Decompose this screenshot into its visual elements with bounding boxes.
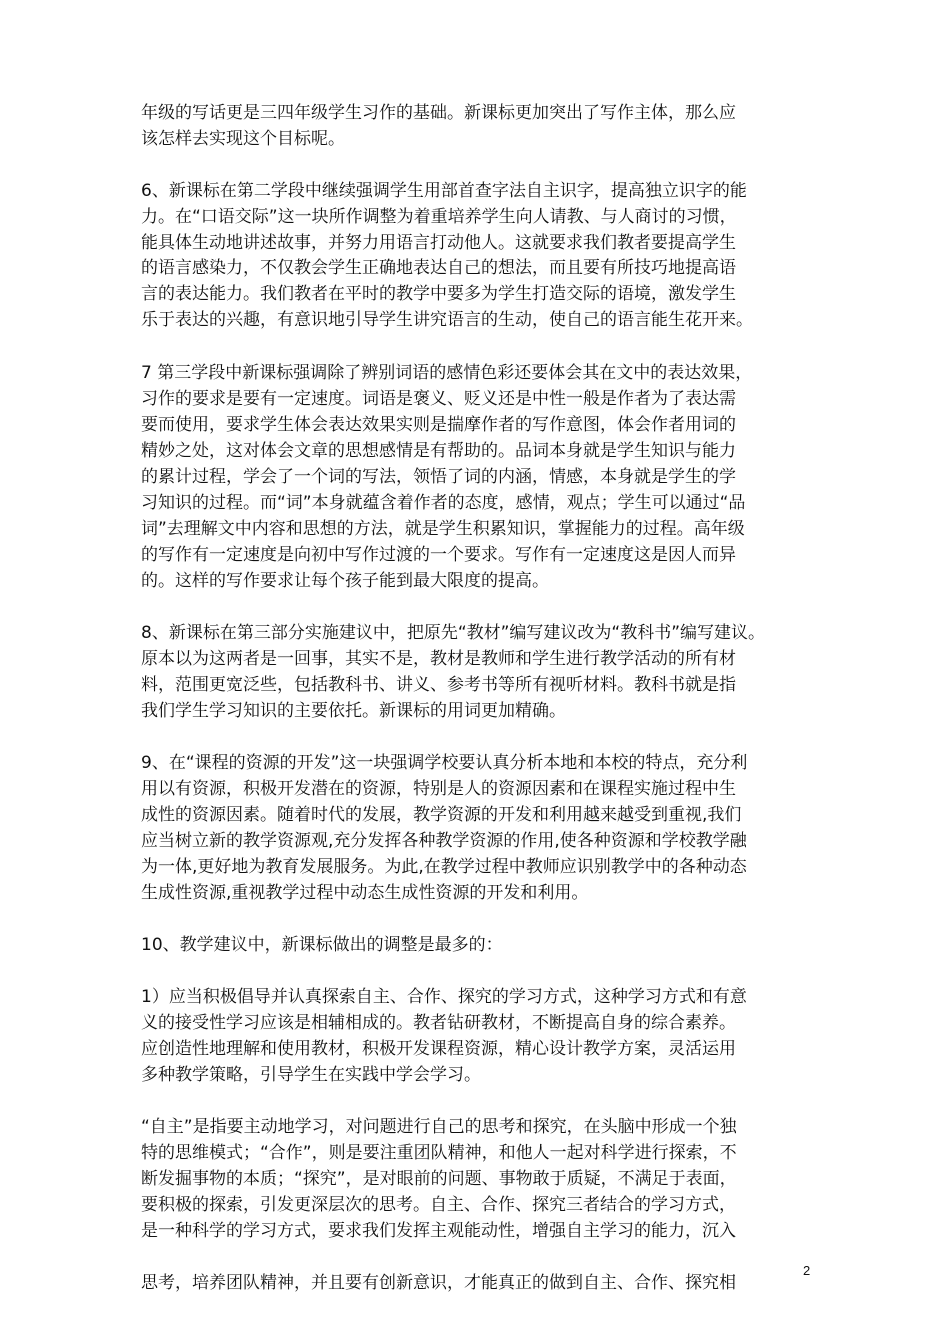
text-line: 6、新课标在第二学段中继续强调学生用部首查字法自主识字，提高独立识字的能 xyxy=(141,181,747,201)
text-line: 的写作有一定速度是向初中写作过渡的一个要求。写作有一定速度这是因人而异 xyxy=(141,545,736,565)
text-line: 多种教学策略，引导学生在实践中学会学习。 xyxy=(141,1065,481,1085)
text-line: “自主”是指要主动地学习，对问题进行自己的思考和探究，在头脑中形成一个独 xyxy=(141,1117,737,1137)
text-line: 特的思维模式；“合作”，则是要注重团队精神，和他人一起对科学进行探索，不 xyxy=(141,1143,737,1163)
text-line: 料，范围更宽泛些，包括教科书、讲义、参考书等所有视听材料。教科书就是指 xyxy=(141,675,736,695)
text-line: 为一体,更好地为教育发展服务。为此,在教学过程中教师应识别教学中的各种动态 xyxy=(141,857,747,877)
text-line: 力。在“口语交际”这一块所作调整为着重培养学生向人请教、与人商讨的习惯， xyxy=(141,207,737,227)
text-line: 成性的资源因素。随着时代的发展，教学资源的开发和利用越来越受到重视,我们 xyxy=(141,805,742,825)
text-line: 精妙之处，这对体会文章的思想感情是有帮助的。品词本身就是学生知识与能力 xyxy=(141,441,736,461)
text-line: 10、教学建议中，新课标做出的调整是最多的： xyxy=(141,935,503,955)
text-line: 用以有资源，积极开发潜在的资源，特别是人的资源因素和在课程实施过程中生 xyxy=(141,779,736,799)
text-line: 应当树立新的教学资源观,充分发挥各种教学资源的作用,使各种资源和学校教学融 xyxy=(141,831,747,851)
text-line: 7 第三学段中新课标强调除了辨别词语的感情色彩还要体会其在文中的表达效果， xyxy=(141,363,753,383)
text-line: 年级的写话更是三四年级学生习作的基础。新课标更加突出了写作主体，那么应 xyxy=(141,103,736,123)
text-line: 词”去理解文中内容和思想的方法，就是学生积累知识，掌握能力的过程。高年级 xyxy=(141,519,745,539)
text-line: 乐于表达的兴趣，有意识地引导学生讲究语言的生动，使自己的语言能生花开来。 xyxy=(141,310,753,330)
page-number: 2 xyxy=(803,1263,811,1278)
text-line: 8、新课标在第三部分实施建议中，把原先“教材”编写建议改为“教科书”编写建议。 xyxy=(141,623,766,643)
text-line: 应创造性地理解和使用教材，积极开发课程资源，精心设计教学方案，灵活运用 xyxy=(141,1039,736,1059)
text-line: 我们学生学习知识的主要依托。新课标的用词更加精确。 xyxy=(141,701,566,721)
text-line: 的累计过程，学会了一个词的写法，领悟了词的内涵，情感，本身就是学生的学 xyxy=(141,467,736,487)
text-line: 能具体生动地讲述故事，并努力用语言打动他人。这就要求我们教者要提高学生 xyxy=(141,233,736,253)
text-line: 习作的要求是要有一定速度。词语是褒义、贬义还是中性一般是作者为了表达需 xyxy=(141,389,736,409)
text-line: 9、在“课程的资源的开发”这一块强调学校要认真分析本地和本校的特点，充分利 xyxy=(141,753,748,773)
text-line: 的。这样的写作要求让每个孩子能到最大限度的提高。 xyxy=(141,571,549,591)
text-line: 义的接受性学习应该是相辅相成的。教者钻研教材，不断提高自身的综合素养。 xyxy=(141,1013,736,1033)
text-line: 原本以为这两者是一回事，其实不是，教材是教师和学生进行教学活动的所有材 xyxy=(141,649,736,669)
text-line: 言的表达能力。我们教者在平时的教学中要多为学生打造交际的语境，激发学生 xyxy=(141,284,736,304)
text-line: 的语言感染力，不仅教会学生正确地表达自己的想法，而且要有所技巧地提高语 xyxy=(141,258,736,278)
text-line: 该怎样去实现这个目标呢。 xyxy=(141,129,345,149)
text-line: 习知识的过程。而“词”本身就蕴含着作者的态度，感情，观点；学生可以通过“品 xyxy=(141,493,746,513)
text-line: 生成性资源,重视教学过程中动态生成性资源的开发和利用。 xyxy=(141,883,589,903)
text-line: 断发掘事物的本质；“探究”，是对眼前的问题、事物敢于质疑，不满足于表面， xyxy=(141,1169,737,1189)
text-line: 要积极的探索，引发更深层次的思考。自主、合作、探究三者结合的学习方式， xyxy=(141,1195,736,1215)
text-line: 思考，培养团队精神，并且要有创新意识，才能真正的做到自主、合作、探究相 xyxy=(141,1273,736,1293)
text-line: 要而使用，要求学生体会表达效果实则是揣摩作者的写作意图，体会作者用词的 xyxy=(141,415,736,435)
text-line: 是一种科学的学习方式，要求我们发挥主观能动性，增强自主学习的能力，沉入 xyxy=(141,1221,736,1241)
text-line: 1）应当积极倡导并认真探索自主、合作、探究的学习方式，这种学习方式和有意 xyxy=(141,987,747,1007)
